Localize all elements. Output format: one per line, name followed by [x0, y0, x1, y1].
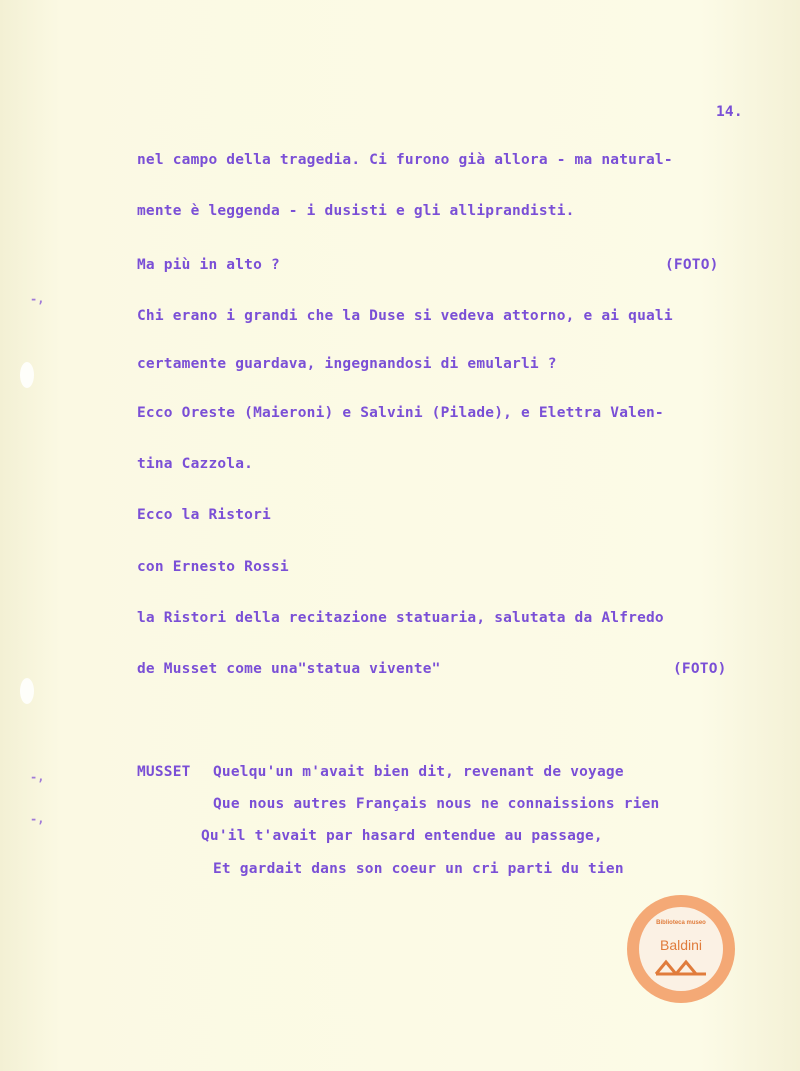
- text-line: Ecco Oreste (Maieroni) e Salvini (Pilade), e Elettra Valen-: [137, 405, 664, 421]
- verse-line: Que nous autres Français nous ne connaissions rien: [213, 796, 660, 812]
- text-line: mente è leggenda - i dusisti e gli alliprandisti.: [137, 203, 575, 219]
- text-line: Ma più in alto ?: [137, 257, 280, 273]
- text-line: tina Cazzola.: [137, 456, 254, 472]
- photo-note: (FOTO): [673, 661, 727, 677]
- binder-hole-top: [20, 362, 34, 388]
- text-line: Chi erano i grandi che la Duse si vedeva attorno, e ai quali: [137, 308, 673, 324]
- verse-line: Qu'il t'avait par hasard entendue au passage,: [201, 828, 603, 844]
- margin-mark: -,: [30, 770, 45, 784]
- verse-line: Et gardait dans son coeur un cri parti du tien: [213, 861, 624, 877]
- text-line: de Musset come una"statua vivente": [137, 661, 441, 677]
- text-line: Ecco la Ristori: [137, 507, 271, 523]
- page-number: 14.: [716, 104, 743, 120]
- verse-speaker: MUSSET: [137, 764, 191, 780]
- photo-note: (FOTO): [665, 257, 719, 273]
- library-stamp: [622, 890, 740, 1008]
- verse-line: Quelqu'un m'avait bien dit, revenant de voyage: [213, 764, 624, 780]
- stamp-small-text: Biblioteca museo: [656, 920, 706, 926]
- text-line: certamente guardava, ingegnandosi di emularli ?: [137, 356, 557, 372]
- text-line: nel campo della tragedia. Ci furono già allora - ma natural-: [137, 152, 673, 168]
- binder-hole-bottom: [20, 678, 34, 704]
- margin-mark: -,: [30, 292, 45, 306]
- stamp-name: Baldini: [659, 937, 703, 953]
- text-line: la Ristori della recitazione statuaria, salutata da Alfredo: [137, 610, 664, 626]
- margin-mark: -,: [30, 812, 45, 826]
- text-line: con Ernesto Rossi: [137, 559, 289, 575]
